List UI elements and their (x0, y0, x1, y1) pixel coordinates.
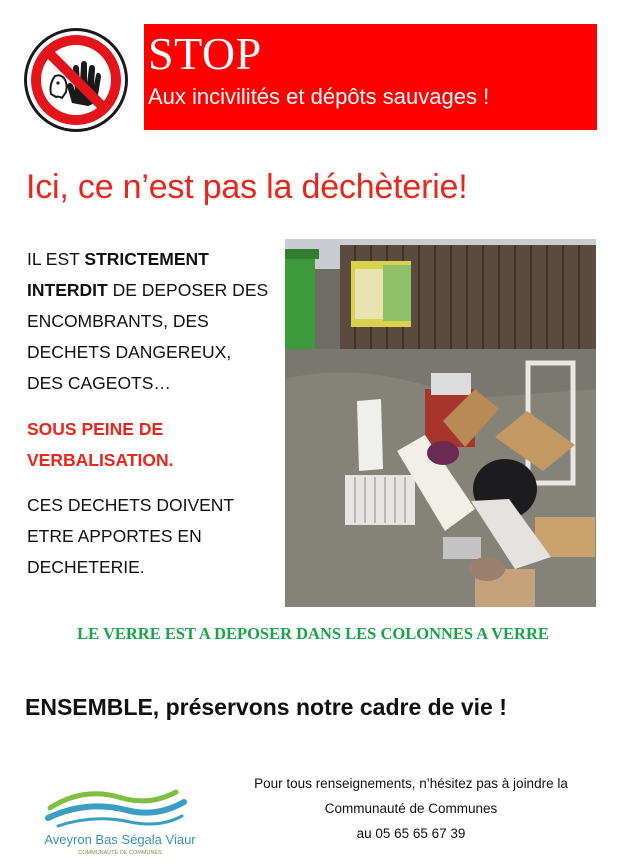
page-headline: Ici, ce n’est pas la déchèterie! (26, 168, 468, 206)
disposal-instruction: CES DECHETS DOIVENT ETRE APPORTES EN DECHETERIE. (27, 495, 234, 577)
prohibition-text-a: IL EST (27, 249, 85, 269)
stop-banner (144, 24, 597, 130)
contact-info (216, 771, 606, 846)
prohibition-emphasis: STRICTEMENT INTERDIT (27, 249, 209, 300)
prohibition-text-b: DE DEPOSER DES ENCOMBRANTS, DES DECHETS DANGEREUX, DES CAGEOTS… (27, 280, 269, 393)
community-logo (34, 772, 206, 858)
banner-subtitle: Aux incivilités et dépôts sauvages ! (148, 84, 490, 109)
penalty-warning: SOUS PEINE DE VERBALISATION. (27, 419, 174, 470)
prohibited-hand-icon (22, 26, 130, 134)
glass-notice: LE VERRE EST A DEPOSER DANS LES COLONNES A VERRE (77, 624, 549, 643)
prohibition-text (27, 244, 272, 583)
logo-tagline: COMMUNAUTÉ DE COMMUNES (78, 850, 162, 856)
prohibition-paragraph (27, 244, 272, 399)
contact-phone: au 05 65 65 67 39 (356, 826, 466, 841)
slogan: ENSEMBLE, préservons notre cadre de vie ! (25, 694, 507, 720)
logo-name: Aveyron Bas Ségala Viaur (44, 832, 196, 847)
illegal-dumping-photo (285, 239, 596, 607)
contact-line-2: Communauté de Communes (324, 801, 498, 816)
banner-title: STOP (148, 28, 262, 79)
contact-line-1: Pour tous renseignements, n’hésitez pas à joindre la (254, 776, 568, 791)
